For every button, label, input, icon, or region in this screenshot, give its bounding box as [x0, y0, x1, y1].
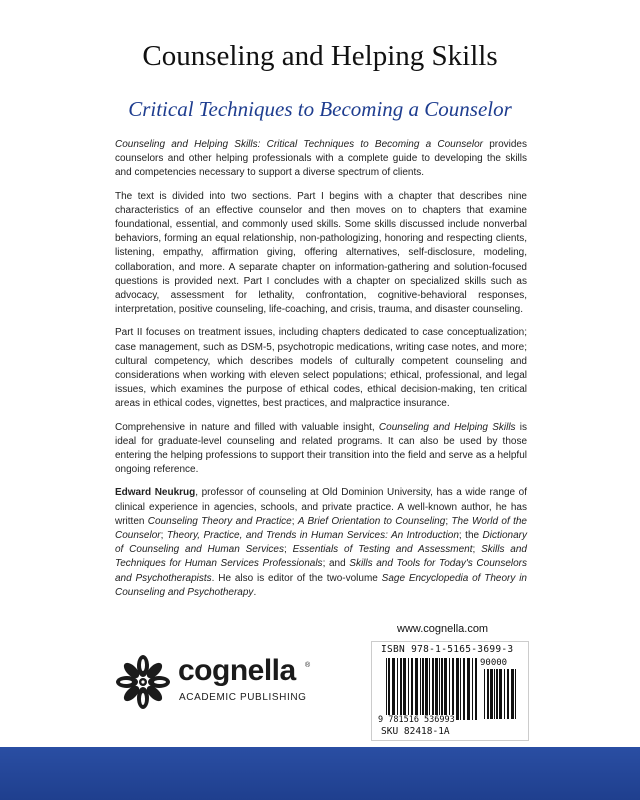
bio-book-title: Theory, Practice, and Trends in Human Services: An Introduction — [166, 530, 459, 542]
barcode-stripe — [460, 658, 461, 720]
barcode-stripe — [496, 669, 498, 719]
bio-text: ; — [291, 515, 298, 527]
publisher-logo — [112, 652, 332, 712]
barcode-stripe — [388, 658, 390, 720]
bio-text: , professor of counseling at Old Dominion University, has a wide range of clinical experience in agencies, schools, and private practice. A well-known author, he has written — [115, 487, 527, 527]
barcode-number: 9 781516 536993 — [378, 715, 455, 725]
barcode-stripe — [432, 658, 434, 720]
barcode-stripe — [475, 658, 477, 720]
barcode-stripe — [515, 669, 516, 719]
footer-band — [0, 747, 640, 800]
barcode-stripe — [439, 658, 440, 720]
sku-label: SKU 82418-1A — [381, 726, 450, 737]
logo-tagline: ACADEMIC PUBLISHING — [179, 692, 307, 703]
paragraph-part-one: The text is divided into two sections. Part I begins with a chapter that describes nine characteristics of an effective counselor and then moves on to chapters that examine foundational, essential, and commonly used skills. Some skills discussed include nonverbal behaviors, forming an equal relationship, non-pathologizing, honoring and respecting clients, listening, empathy, affirmation giving, offering alternatives, self-disclosure, modeling, collaboration, and more. A separate chapter on information-gathering and solution-focused questions is provided next. Part I concludes with a chapter on specialized skills such as advocacy, assessment for lethality, confrontation, cognitive-behavioral responses, interpretation, positive counseling, life-coaching, and crisis, trauma, and disaster counseling. — [115, 190, 527, 316]
barcode-stripe — [429, 658, 430, 720]
barcode-block — [371, 641, 529, 741]
intro-book-title: Counseling and Helping Skills: Critical Techniques to Becoming a Counselor — [115, 139, 483, 150]
bio-text: ; — [445, 515, 452, 527]
book-title: Counseling and Helping Skills — [142, 40, 498, 72]
bio-book-title: The World of the Counselor — [115, 515, 527, 542]
intro-text: provides counselors and other helping professionals with a complete guide to developing the skills and competencies necessary to support a diverse spectrum of clients. — [115, 139, 527, 179]
cognella-flower-logo-icon — [112, 652, 174, 712]
barcode-stripe — [420, 658, 421, 720]
barcode-stripe — [456, 658, 459, 720]
audience-book-title: Counseling and Helping Skills — [378, 421, 516, 433]
barcode-stripe — [411, 658, 413, 720]
bio-text: . He also is editor of the two-volume — [211, 572, 382, 584]
barcode-stripe — [487, 669, 489, 719]
barcode-stripe — [392, 658, 395, 720]
logo-wordmark: cognella — [178, 654, 296, 687]
isbn-label: ISBN 978-1-5165-3699-3 — [381, 644, 514, 655]
barcode-stripe — [408, 658, 409, 720]
author-name: Edward Neukrug — [115, 487, 196, 499]
bio-text: . — [253, 586, 257, 598]
bio-text: ; and — [322, 558, 350, 570]
barcode-stripe — [484, 669, 485, 719]
barcode-stripe — [499, 669, 502, 719]
barcode-stripe — [444, 658, 447, 720]
barcode-stripe — [452, 658, 454, 720]
description — [115, 138, 527, 609]
paragraph-intro — [115, 138, 527, 181]
barcode-stripe — [449, 658, 450, 720]
barcode-stripe — [504, 669, 505, 719]
audience-text-post: is ideal for graduate-level counseling and related programs. It can also be used by those entering the helping professions to support their transition into the field and serve as a helpful ongoing reference. — [115, 421, 528, 476]
bio-book-title: Counseling Theory and Practice — [147, 515, 292, 527]
bio-text: ; — [160, 530, 167, 542]
audience-text-pre: Comprehensive in nature and filled with valuable insight, — [115, 421, 379, 433]
bio-text: ; — [283, 544, 293, 556]
barcode-stripe — [435, 658, 438, 720]
publisher-website[interactable]: www.cognella.com — [397, 623, 489, 635]
paragraph-audience — [115, 421, 527, 478]
bio-book-title: Dictionary of Counseling and Human Services — [115, 530, 527, 556]
logo-registered-mark: ® — [305, 662, 311, 669]
barcode-stripe — [415, 658, 418, 720]
barcode-stripe — [507, 669, 509, 719]
price-barcode — [484, 669, 518, 719]
bio-book-title: Essentials of Testing and Assessment — [292, 544, 473, 556]
bio-book-title: Skills and Techniques for Human Services Professionals — [115, 544, 527, 570]
bio-text: ; the — [458, 530, 483, 542]
paragraph-author-bio — [115, 486, 527, 600]
barcode-stripe — [472, 658, 473, 720]
barcode-stripe — [494, 669, 495, 719]
barcode-stripe — [490, 669, 493, 719]
barcode-stripe — [386, 658, 387, 720]
barcode-stripe — [511, 669, 514, 719]
barcode-stripe — [403, 658, 406, 720]
ean-barcode — [386, 658, 478, 720]
barcode-stripe — [441, 658, 443, 720]
bio-book-title: A Brief Orientation to Counseling — [297, 515, 446, 527]
bio-book-title: Skills and Tools for Today's Counselors and Psychotherapists — [115, 558, 527, 584]
barcode-stripe — [467, 658, 470, 720]
book-subtitle: Critical Techniques to Becoming a Counselor — [128, 97, 512, 121]
bio-text: ; — [472, 544, 482, 556]
barcode-stripe — [463, 658, 465, 720]
barcode-stripe — [397, 658, 398, 720]
price-code: 90000 — [480, 658, 508, 668]
barcode-stripe — [422, 658, 424, 720]
barcode-stripe — [400, 658, 402, 720]
barcode-stripe — [425, 658, 428, 720]
paragraph-part-two: Part II focuses on treatment issues, including chapters dedicated to case conceptualization; case management, such as DSM-5, psychotropic medications, writing case notes, and more; cultural competency, which describes models of culturally competent counseling and considerations when working with eleven select populations; ethical, professional, and legal issues, which examines the purpose of ethical codes, ethical decision-making, ten critical areas in ethical codes, vignettes, best practices, and malpractice insurance. — [115, 327, 527, 410]
bio-book-title: Sage Encyclopedia of Theory in Counseling and Psychotherapy — [115, 572, 527, 598]
